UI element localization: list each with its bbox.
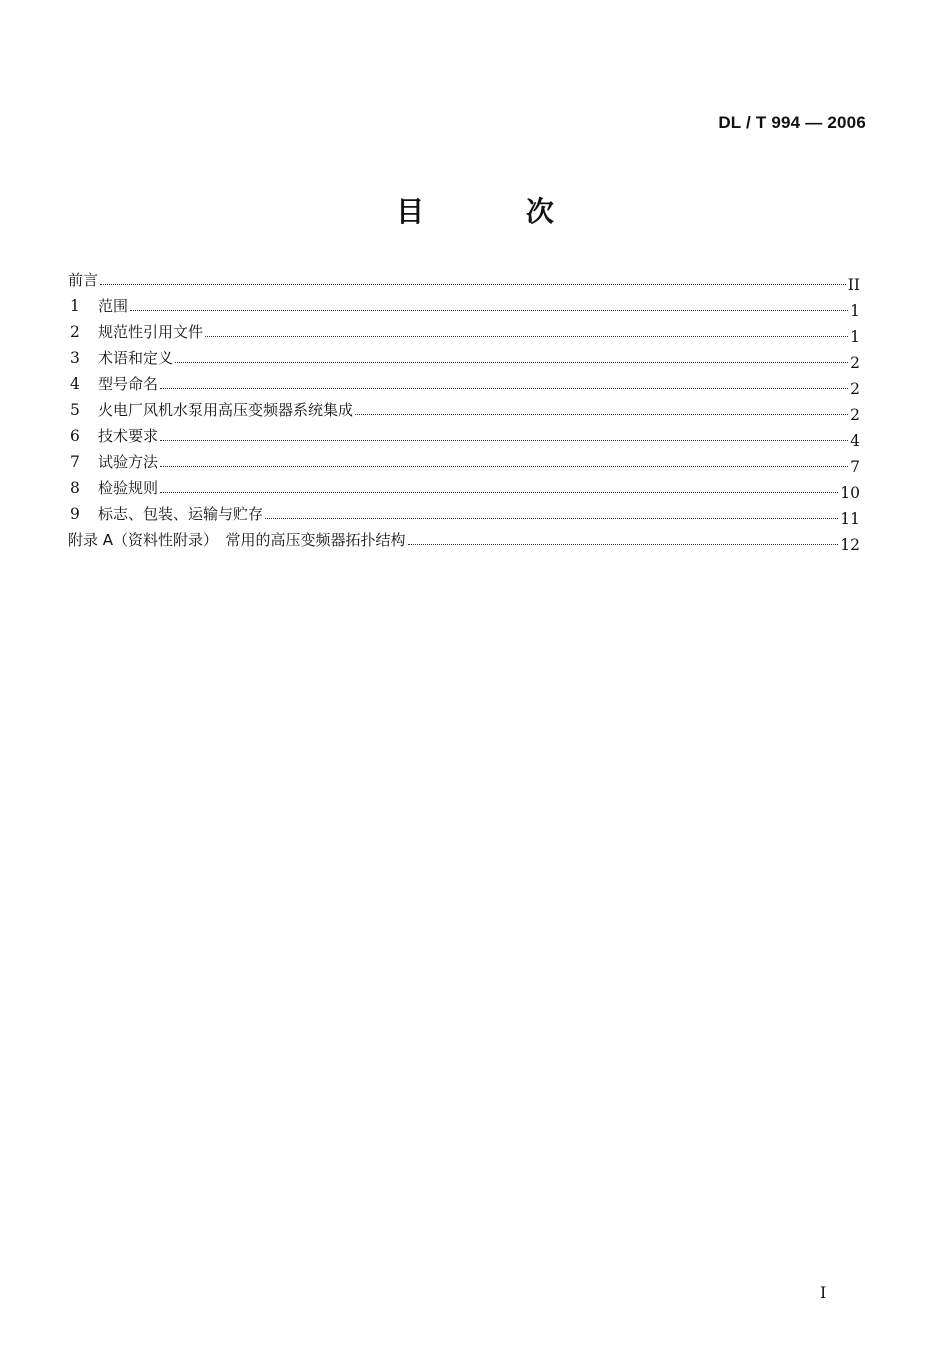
toc-entry-page: 10 <box>840 484 860 502</box>
toc-entry-page: 11 <box>840 510 860 528</box>
toc-entry-page: 4 <box>850 432 860 450</box>
toc-entry-8[interactable] <box>68 472 860 502</box>
toc-entry-number: 8 <box>70 479 80 497</box>
document-code: DL / T 994 — 2006 <box>718 113 866 132</box>
toc-entry-label: 附录 A（资料性附录） 常用的高压变频器拓扑结构 <box>68 531 406 549</box>
toc-entry-label: 火电厂风机水泵用高压变频器系统集成 <box>98 401 354 419</box>
toc-entry-5[interactable] <box>68 394 860 424</box>
toc-entry-label: 试验方法 <box>98 453 159 471</box>
toc-entry-label: 范围 <box>98 297 129 315</box>
toc-entry-number: 9 <box>70 505 80 523</box>
toc-entry-appendix-a[interactable] <box>68 524 860 554</box>
toc-entry-page: 2 <box>850 354 860 372</box>
toc-entry-label: 前言 <box>68 271 99 289</box>
toc-entry-7[interactable] <box>68 446 860 476</box>
page-number: I <box>820 1283 827 1302</box>
toc-dot-leader <box>160 439 848 441</box>
toc-entry-page: II <box>847 276 860 294</box>
toc-entry-page: 2 <box>850 380 860 398</box>
toc-entry-label: 术语和定义 <box>98 349 174 367</box>
toc-dot-leader <box>160 387 848 389</box>
toc-entry-3[interactable] <box>68 342 860 372</box>
toc-entry-number: 1 <box>70 297 80 315</box>
toc-dot-leader <box>160 491 838 493</box>
toc-entry-6[interactable] <box>68 420 860 450</box>
toc-dot-leader <box>160 465 848 467</box>
toc-entry-label: 标志、包装、运输与贮存 <box>98 505 264 523</box>
toc-entry-number: 3 <box>70 349 80 367</box>
toc-entry-page: 1 <box>850 328 860 346</box>
toc-dot-leader <box>130 309 848 311</box>
toc-entry-number: 6 <box>70 427 80 445</box>
toc-dot-leader <box>100 283 846 285</box>
toc-entry-1[interactable] <box>68 290 860 320</box>
toc-entry-page: 7 <box>850 458 860 476</box>
toc-entry-4[interactable] <box>68 368 860 398</box>
toc-dot-leader <box>175 361 848 363</box>
toc-entry-label: 技术要求 <box>98 427 159 445</box>
toc-entry-9[interactable] <box>68 498 860 528</box>
toc-entry-page: 1 <box>850 302 860 320</box>
toc-entry-number: 2 <box>70 323 80 341</box>
toc-entry-page: 12 <box>840 536 860 554</box>
toc-dot-leader <box>408 543 839 545</box>
toc-dot-leader <box>355 413 848 415</box>
toc-dot-leader <box>205 335 848 337</box>
toc-entry-label: 型号命名 <box>98 375 159 393</box>
toc-entry-label: 规范性引用文件 <box>98 323 204 341</box>
toc-entry-number: 7 <box>70 453 80 471</box>
toc-title: 目 次 <box>396 195 600 228</box>
toc-entry-2[interactable] <box>68 316 860 346</box>
toc-dot-leader <box>265 517 838 519</box>
toc-entry-number: 5 <box>70 401 80 419</box>
toc-entry-page: 2 <box>850 406 860 424</box>
table-of-contents <box>68 264 860 554</box>
toc-entry-label: 检验规则 <box>98 479 159 497</box>
toc-entry-number: 4 <box>70 375 80 393</box>
toc-entry-preface[interactable] <box>68 264 860 294</box>
